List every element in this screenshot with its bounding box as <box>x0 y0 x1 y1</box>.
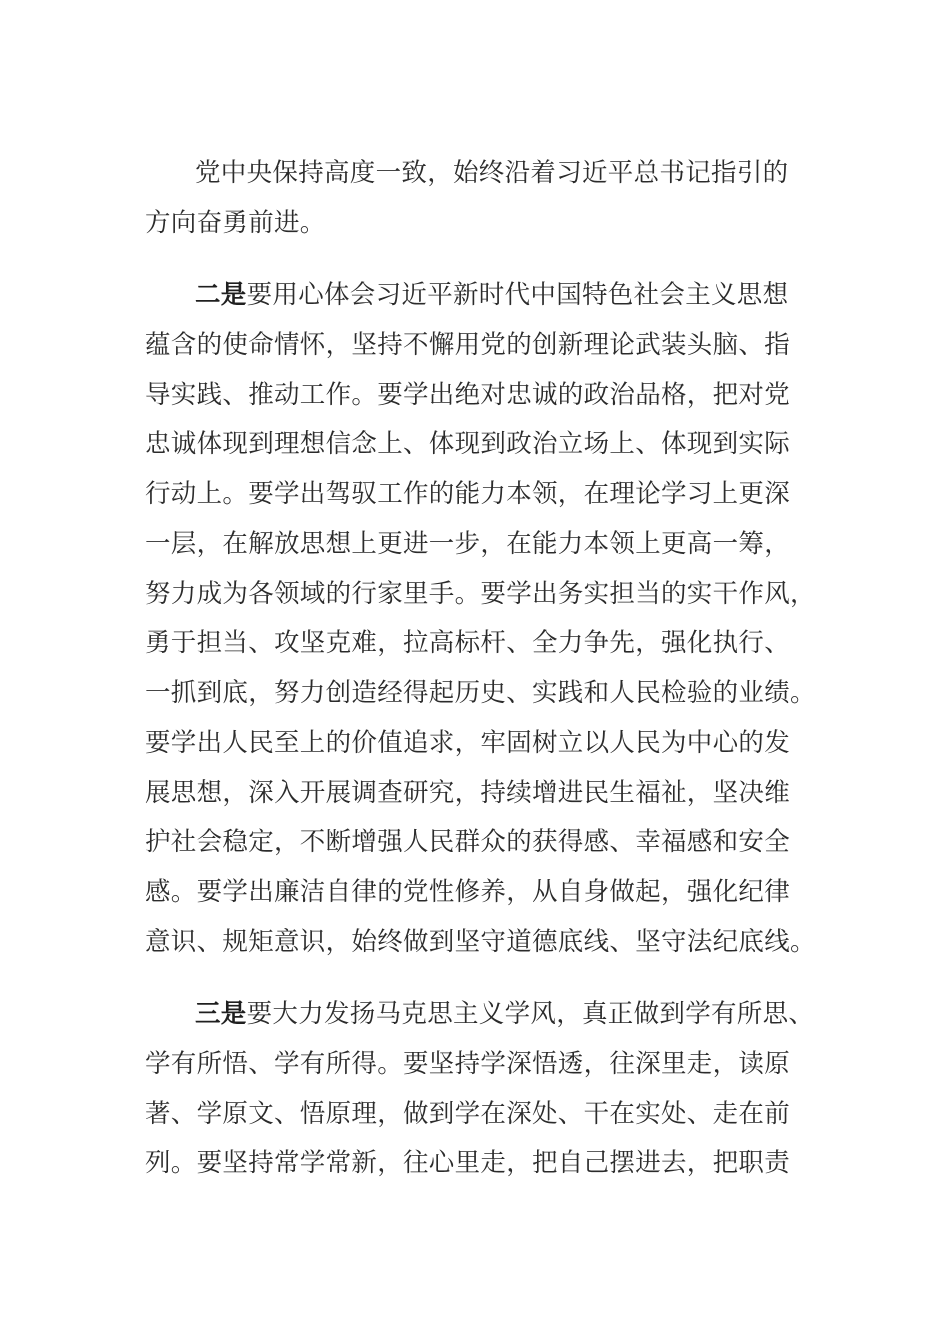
point-lead: 二是 <box>195 280 247 310</box>
paragraph-line: 勇于担当、攻坚克难，拉高标杆、全力争先，强化执行、 <box>145 628 791 658</box>
paragraph-line: 方向奋勇前进。 <box>145 208 326 238</box>
paragraph-first-line <box>195 994 814 1034</box>
paragraph-line: 列。要坚持常学常新，往心里走，把自己摆进去，把职责 <box>145 1148 791 1178</box>
paragraph-line: 党中央保持高度一致，始终沿着习近平总书记指引的 <box>195 158 789 188</box>
paragraph-line: 感。要学出廉洁自律的党性修养，从自身做起，强化纪律 <box>145 877 791 907</box>
paragraph-text: 要大力发扬马克思主义学风，真正做到学有所思、 <box>246 999 815 1029</box>
paragraph-line: 一层，在解放思想上更进一步，在能力本领上更高一筹， <box>145 529 791 559</box>
paragraph-line: 忠诚体现到理想信念上、体现到政治立场上、体现到实际 <box>145 429 791 459</box>
paragraph-line: 展思想，深入开展调查研究，持续增进民生福祉，坚决维 <box>145 778 791 808</box>
paragraph-line: 行动上。要学出驾驭工作的能力本领，在理论学习上更深 <box>145 479 791 509</box>
paragraph-line: 导实践、推动工作。要学出绝对忠诚的政治品格，把对党 <box>145 380 791 410</box>
paragraph-line: 学有所悟、学有所得。要坚持学深悟透，往深里走，读原 <box>145 1049 791 1079</box>
point-lead: 三是 <box>195 999 247 1029</box>
paragraph-line: 护社会稳定，不断增强人民群众的获得感、幸福感和安全 <box>145 827 791 857</box>
paragraph-line: 蕴含的使命情怀，坚持不懈用党的创新理论武装头脑、指 <box>145 330 791 360</box>
paragraph-text: 要用心体会习近平新时代中国特色社会主义思想 <box>246 280 789 310</box>
paragraph-line: 意识、规矩意识，始终做到坚守道德底线、坚守法纪底线。 <box>145 927 816 957</box>
paragraph-line: 一抓到底，努力创造经得起历史、实践和人民检验的业绩。 <box>145 678 816 708</box>
paragraph-line: 努力成为各领域的行家里手。要学出务实担当的实干作风， <box>145 579 816 609</box>
paragraph-line: 著、学原文、悟原理，做到学在深处、干在实处、走在前 <box>145 1099 791 1129</box>
paragraph-first-line <box>195 275 788 315</box>
paragraph-line: 要学出人民至上的价值追求，牢固树立以人民为中心的发 <box>145 728 791 758</box>
